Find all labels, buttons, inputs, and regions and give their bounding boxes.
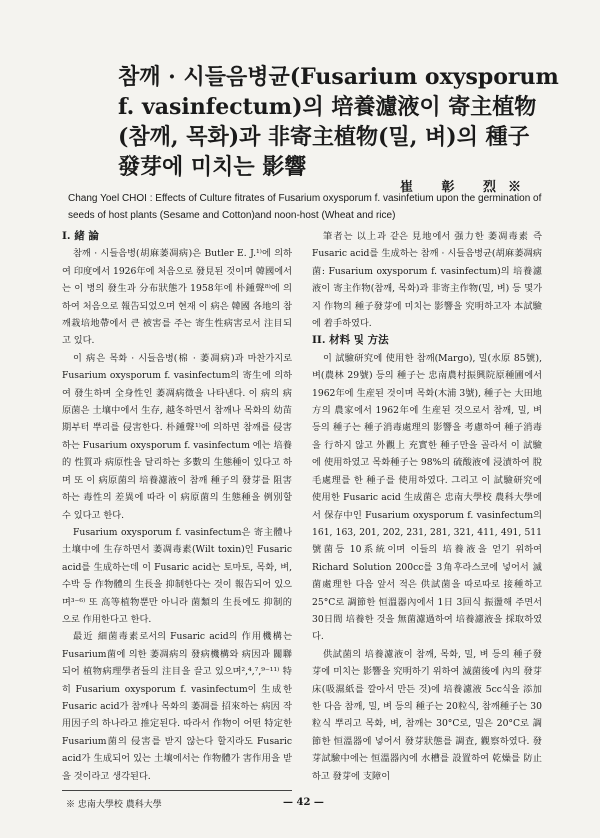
paragraph: 참깨 · 시들음병(胡麻萎凋病)은 Butler E. J.¹⁾에 의하여 印度에서 1926年에 처음으로 發見된 것이며 韓國에서는 이 병의 發生과 分布狀態가 1958年에 朴鍾聲⁸⁾에 의하여 처음으로 報告되었으며 현재 이 病은 韓國 各地의 참깨栽培地帶에서 큰 被害를 주는 寄生性病害로서 注目되고 있다. [62, 248, 292, 347]
page-number: — 42 — [283, 797, 324, 808]
section-heading-methods: II. 材料 및 方法 [312, 334, 389, 347]
footnote: ※ 忠南大學校 農科大學 [66, 800, 162, 810]
left-column [62, 228, 292, 785]
paragraph: Fusarium oxysporum f. vasinfectum은 寄主體나 土壤中에 生存하면서 萎凋毒素(Wilt toxin)인 Fusaric acid를 生成하는데 이 Fusaric acid는 토마토, 목화, 벼, 수박 등 作物體의 生長을 抑制한다는 것이 報告되어 있으며³⁻⁶⁾ 또 高等植物뿐만 아니라 菌類의 生長에도 抑制的으로 作用한다고 한다. [62, 526, 292, 625]
paragraph: 筆者는 以上과 같은 見地에서 强力한 萎凋毒素 즉 Fusaric acid를 生成하는 참깨 · 시들음병균(胡麻萎凋病菌: Fusarium oxysporum f. vasinfectum)의 培養濾液이 寄主作物(참깨, 목화)과 非寄主作物(밀, 벼) 등 몇가지 作物의 種子發芽에 미치는 影響을 究明하고자 本試驗에 着手하였다. [312, 231, 542, 330]
footnote-divider [62, 790, 292, 791]
title-line: (참깨, 목화)과 非寄主植物(밀, 벼)의 種子 [118, 124, 530, 150]
english-title: Chang Yoel CHOI : Effects of Culture fitrates of Fusarium oxysporum f. vasinfetium upon the germination of seeds of host plants (Sesame and Cotton)and noon-host (Wheat and rice) [68, 193, 542, 221]
paragraph: 最近 細菌毒素로서의 Fusaric acid의 作用機構는 Fusarium菌에 의한 萎凋病의 發病機構와 病因과 關聯되어 植物病理學者들의 注目을 끌고 있으며²,⁴,⁷,⁹⁻¹¹⁾ 特히 Fusarium oxysporum f. vasinfectum이 生成한 Fusaric acid가 참깨나 목화의 萎凋를 招來하는 病因 작用因子의 하나라고 推定된다. 따라서 作物이 어떤 特定한 Fusarium菌의 侵害를 받지 않는다 할지라도 Fusaric acid가 生成되어 있는 土壤에서는 作物體가 害作用을 받을 것이라고 생각된다. [62, 631, 292, 782]
paragraph: 이 病은 목화 · 시들음병(棉 · 萎凋病)과 마찬가지로 Fusarium oxysporum f. vasinfectum의 寄生에 의하여 發生하며 全身性인 萎凋病徵을 나타낸다. 이 病의 病原菌은 土壤中에서 生存, 越冬하면서 참깨나 목화의 幼苗期부터 뿌리를 侵害한다. 朴鍾聲¹⁾에 의하면 참깨를 侵害하는 Fusarium oxysporum f. vasinfectum 에는 培養的 性質과 病原性을 달리하는 多數의 生態種이 있다고 하며 또 이 病原菌의 培養濾液이 참깨 種子의 發芽를 阻害하는 毒性의 差異에 따라 이 病原菌의 生態種을 例別할 수 있다고 한다. [62, 352, 292, 521]
paper-title [118, 62, 559, 182]
paragraph: 이 試驗研究에 使用한 참깨(Margo), 밀(水原 85號), 벼(農林 29號) 등의 種子는 忠南農村振興院原種圃에서 1962年에 生産된 것이며 목화(木浦 3號), 種子는 大田地方의 農家에서 1962年에 生産된 것으로서 참깨, 밀, 벼 등의 種子는 種子消毒處理의 影響을 考慮하여 種子消毒을 行하지 않고 外觀上 充實한 種子만을 골라서 이 試驗에 使用하였고 목화種子는 98%의 硫酸液에 浸漬하여 脫毛處理를 한 種子를 使用하였다. 그리고 이 試驗研究에 使用한 Fusaric acid 生成菌은 忠南大學校 農科大學에서 保存中인 Fusarium oxysporum f. vasinfectum의 161, 163, 201, 202, 231, 281, 321, 411, 491, 511號菌등 10系統이며 이들의 培養液을 얻기 위하여 Richard Solution 200cc를 3角후라스코에 넣어서 滅菌處理한 다음 앞서 적은 供試菌을 따로따로 接種하고 25°C로 調節한 恒溫器內에서 1日 3回식 振盪해 주면서 30日間 培養한 것을 無菌濾過하여 培養濾液을 採取하였다. [312, 352, 542, 643]
author: 崔 彰 烈※ [400, 180, 534, 195]
title-line: 참깨 · 시들음병균(Fusarium oxysporum [118, 64, 559, 90]
title-line: 發芽에 미치는 影響 [118, 154, 307, 180]
paragraph: 供試菌의 培養濾液이 참깨, 목화, 밀, 벼 등의 種子發芽에 미치는 影響을 究明하기 위하여 滅菌後에 內의 發芽床(吸濕紙를 깔아서 만든 것)에 培養濾液 5cc식을 添加한 다음 참깨, 밀, 벼 등의 種子는 20粒식, 참깨種子는 30粒식 뿌리고 목화, 벼, 참깨는 30°C로, 밀은 20°C로 調節한 恒溫器에 넣어서 發芽狀態를 調査, 觀察하였다. 發芽試驗中에는 恒溫器內에 水槽를 設置하여 乾燥를 防止하고 發芽에 支障이 [312, 648, 542, 782]
title-line: f. vasinfectum)의 培養濾液이 寄主植物 [118, 94, 537, 120]
right-column [312, 228, 542, 785]
section-heading-introduction: I. 緒 論 [62, 230, 99, 242]
